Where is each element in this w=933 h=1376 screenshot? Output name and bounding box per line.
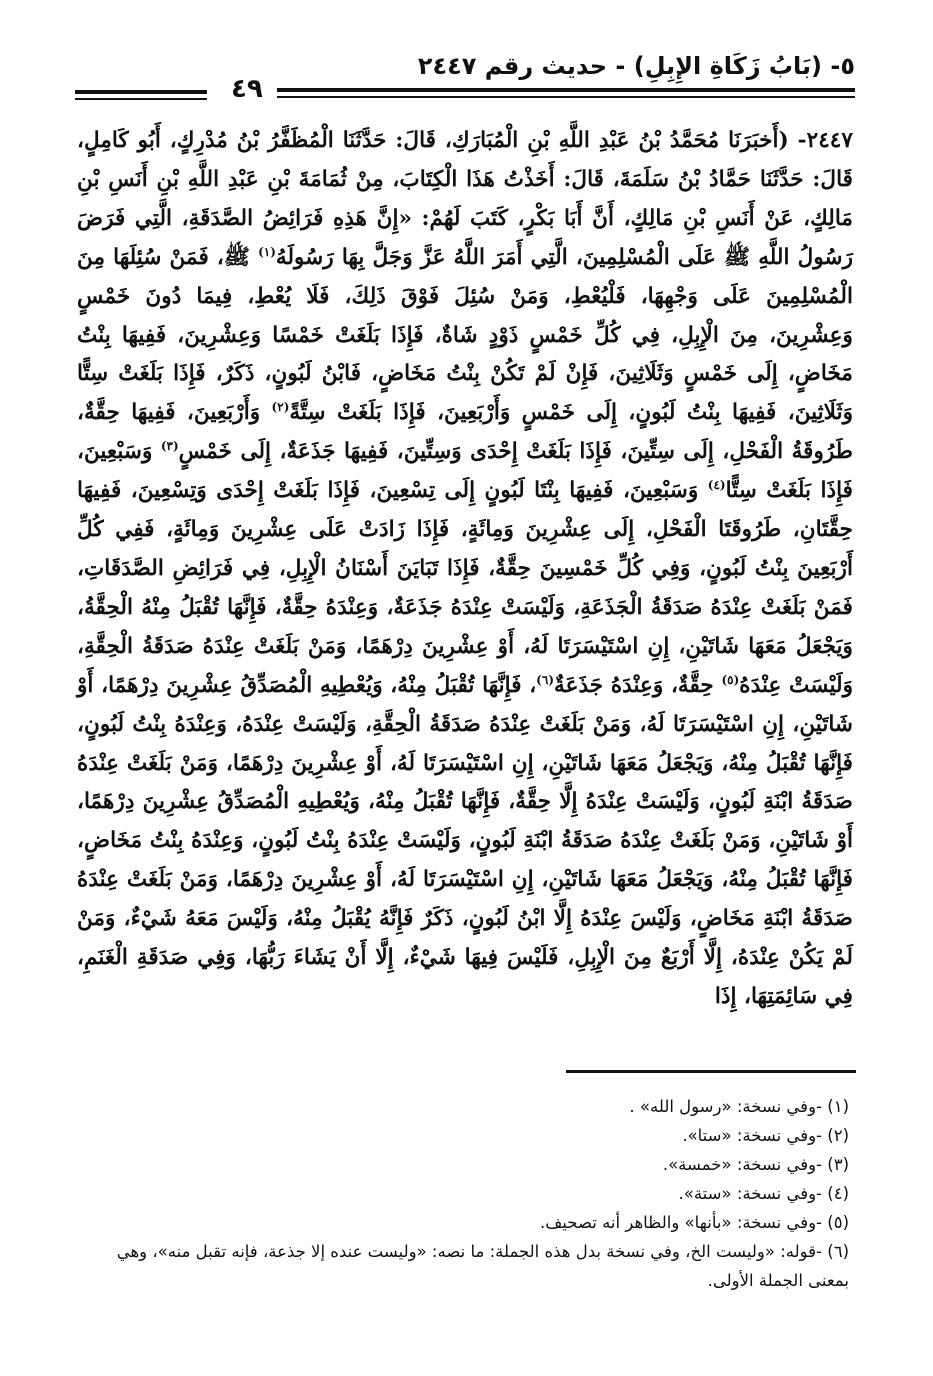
header-rule-right <box>277 88 855 98</box>
footnote-4: (٤) -وفي نسخة: «ستة». <box>678 1184 849 1203</box>
text-segment: ٢٤٤٧- (أَخبَرَنَا مُحَمَّدُ بْنُ عَبْدِ اللَّهِ بْنِ الْمُبَارَكِ، قَالَ: حَدَّثَنَا الْمُظَفَّرُ بْنُ مُدْرِكٍ، أَبُو كَامِلٍ، قَالَ: حَدَّثَنَا حَمَّادُ بْنُ سَلَمَةَ، قَالَ: أَخَذْتُ هَذَا الْكِتَابَ، مِنْ ثُمَامَةَ بْنِ عَبْدِ اللَّهِ بْنِ أَنَسِ بْنِ مَالِكٍ، عَنْ أَنَسِ بْنِ مَالِكٍ، أَنَّ أَبَا بَكْرٍ، كَتَبَ لَهُمْ: «إِنَّ هَذِهِ فَرَائِضُ الصَّدَقَةِ، الَّتِي فَرَضَ رَسُولُ اللَّهِ ﷺ عَلَى الْمُسْلِمِينَ، الَّتِي أَمَرَ اللَّهُ عَزَّ وَجَلَّ بِهَا رَسُولَهُ <box>77 128 853 270</box>
footnote-5: (٥) -وفي نسخة: «بأنها» والظاهر أنه تصحيف. <box>539 1213 849 1232</box>
text-segment: وَسَبْعِينَ، فَإِذَا بَلَغَتْ سِتًّا <box>77 439 853 504</box>
footnote-ref-5: (٥) <box>721 672 740 687</box>
footnote-2: (٢) -وفي نسخة: «ستا». <box>682 1126 849 1145</box>
header-rule-left <box>75 90 207 100</box>
hadith-text <box>77 122 853 1017</box>
footnote-ref-3: (٣) <box>160 439 179 454</box>
running-header <box>75 52 855 112</box>
text-segment: ، فَإِنَّهَا تُقْبَلُ مِنْهُ، وَيُعْطِيهِ الْمُصَدِّقُ عِشْرِينَ دِرْهَمًا، أَوْ شَاتَيْنِ، إِنِ اسْتَيْسَرَتَا لَهُ، وَمَنْ بَلَغَتْ عِنْدَهُ صَدَقَةُ الْحِقَّةِ، وَلَيْسَتْ عِنْدَهُ، وَعِنْدَهُ بِنْتُ لَبُونٍ، فَإِنَّهَا تُقْبَلُ مِنْهُ، وَيَجْعَلُ مَعَهَا شَاتَيْنِ، إِنِ اسْتَيْسَرَتَا لَهُ، أَوْ عِشْرِينَ دِرْهَمًا، وَمَنْ بَلَغَتْ عِنْدَهُ صَدَقَةُ ابْنَةِ لَبُونٍ، وَلَيْسَتْ عِنْدَهُ إِلَّا حِقَّةٌ، فَإِنَّهَا تُقْبَلُ مِنْهُ، وَيُعْطِيهِ الْمُصَدِّقُ عِشْرِينَ دِرْهَمًا، أَوْ شَاتَيْنِ، وَمَنْ بَلَغَتْ عِنْدَهُ صَدَقَةُ ابْنَةِ لَبُونٍ، وَلَيْسَتْ عِنْدَهُ بِنْتُ لَبُونٍ، وَعِنْدَهُ بِنْتُ مَخَاضٍ، فَإِنَّهَا تُقْبَلُ مِنْهُ، وَيَجْعَلُ مَعَهَا شَاتَيْنِ، إِنِ اسْتَيْسَرَتَا لَهُ، أَوْ عِشْرِينَ دِرْهَمًا، وَمَنْ بَلَغَتْ عِنْدَهُ صَدَقَةُ ابْنَةِ مَخَاضٍ، وَلَيْسَ عِنْدَهُ إِلَّا ابْنُ لَبُونٍ، ذَكَرٌ فَإِنَّهُ يُقْبَلُ مِنْهُ، وَلَيْسَ مَعَهُ شَيْءٌ، وَمَنْ لَمْ يَكُنْ عِنْدَهُ، إِلَّا أَرْبَعٌ مِنَ الْإِبِلِ، فَلَيْسَ فِيهَا شَيْءٌ، إِلَّا أَنْ يَشَاءَ رَبُّهَا، وَفِي صَدَقَةِ الْغَنَمِ، فِي سَائِمَتِهَا، إِذَا <box>77 672 853 1009</box>
footnotes <box>79 1092 849 1295</box>
text-segment: وَأَرْبَعِينَ، فَفِيهَا حِقَّةٌ، طَرُوقَةُ الْفَحْلِ، إِلَى سِتِّينَ، فَإِذَا بَلَغَتْ إِحْدَى وَسِتِّينَ، فَفِيهَا جَذَعَةٌ، إِلَى خَمْسٍ <box>77 400 853 465</box>
text-segment: ﷺ، فَمَنْ سُئِلَهَا مِنَ الْمُسْلِمِينَ عَلَى وَجْهِهَا، فَلْيُعْطِ، وَمَنْ سُئِلَ فَوْقَ ذَلِكَ، فَلَا يُعْطِ، فِيمَا دُونَ خَمْسٍ وَعِشْرِينَ، مِنَ الْإِبِلِ، فِي كُلِّ خَمْسٍ ذَوْدٍ شَاةٌ، فَإِذَا بَلَغَتْ خَمْسًا وَعِشْرِينَ، فَفِيهَا بِنْتُ مَخَاضٍ، إِلَى خَمْسٍ وَثَلَاثِينَ، فَإِنْ لَمْ تَكُنْ بِنْتُ مَخَاضٍ، فَابْنُ لَبُونٍ، ذَكَرٌ، فَإِذَا بَلَغَتْ سِتًّا وَثَلَاثِينَ، فَفِيهَا بِنْتُ لَبُونٍ، إِلَى خَمْسٍ وَأَرْبَعِينَ، فَإِذَا بَلَغَتْ سِتَّةً <box>77 244 854 426</box>
page-number: ٤٩ <box>231 74 263 104</box>
footnote-3: (٣) -وفي نسخة: «خمسة». <box>662 1155 849 1174</box>
footnote-ref-1: (١) <box>258 244 276 259</box>
footnote-separator <box>566 1070 856 1073</box>
footnote-ref-4: (٤) <box>707 477 726 492</box>
text-segment: وَسَبْعِينَ، فَفِيهَا بِنْتَا لَبُونٍ إِلَى تِسْعِينَ، فَإِذَا بَلَغَتْ إِحْدَى وَتِسْعِينَ، فَفِيهَا حِقَّتَانِ، طَرُوقَتَا الْفَحْلِ، إِلَى عِشْرِينَ وَمِائَةٍ، فَإِذَا زَادَتْ عَلَى عِشْرِينَ وَمِائَةٍ، فَفِي كُلِّ أَرْبَعِينَ بِنْتُ لَبُونٍ، وَفِي كُلِّ خَمْسِينَ حِقَّةٌ، فَإِذَا تَبَايَنَ أَسْنَانُ الْإِبِلِ، فِي فَرَائِضِ الصَّدَقَاتِ، فَمَنْ بَلَغَتْ عِنْدَهُ صَدَقَةُ الْجَذَعَةِ، وَلَيْسَتْ عِنْدَهُ جَذَعَةٌ، وَعِنْدَهُ حِقَّةٌ، فَإِنَّهَا تُقْبَلُ مِنْهُ الْحِقَّةُ، وَيَجْعَلُ مَعَهَا شَاتَيْنِ، إِنِ اسْتَيْسَرَتَا لَهُ، أَوْ عِشْرِينَ دِرْهَمًا، وَمَنْ بَلَغَتْ عِنْدَهُ صَدَقَةُ الْحِقَّةِ، وَلَيْسَتْ عِنْدَهُ <box>77 478 854 698</box>
hadith-paragraph <box>77 122 853 1017</box>
text-segment: حِقَّةٌ، وَعِنْدَهُ جَذَعَةٌ <box>554 672 722 698</box>
footnote-6: (٦) -قوله: «وليست الخ، وفي نسخة بدل هذه الجملة: ما نصه: «وليست عنده إلا جذعة، فإنه تقبل منه»، وهي بمعنى الجملة الأولى. <box>116 1242 849 1290</box>
chapter-title: ٥- (بَابُ زَكَاةِ الإِبِلِ) - حديث رقم ٢٤٤٧ <box>417 52 855 80</box>
footnote-1: (١) -وفي نسخة: «رسول الله» . <box>629 1097 849 1116</box>
footnote-ref-6: (٦) <box>536 672 554 687</box>
footnote-ref-2: (٢) <box>271 400 290 415</box>
